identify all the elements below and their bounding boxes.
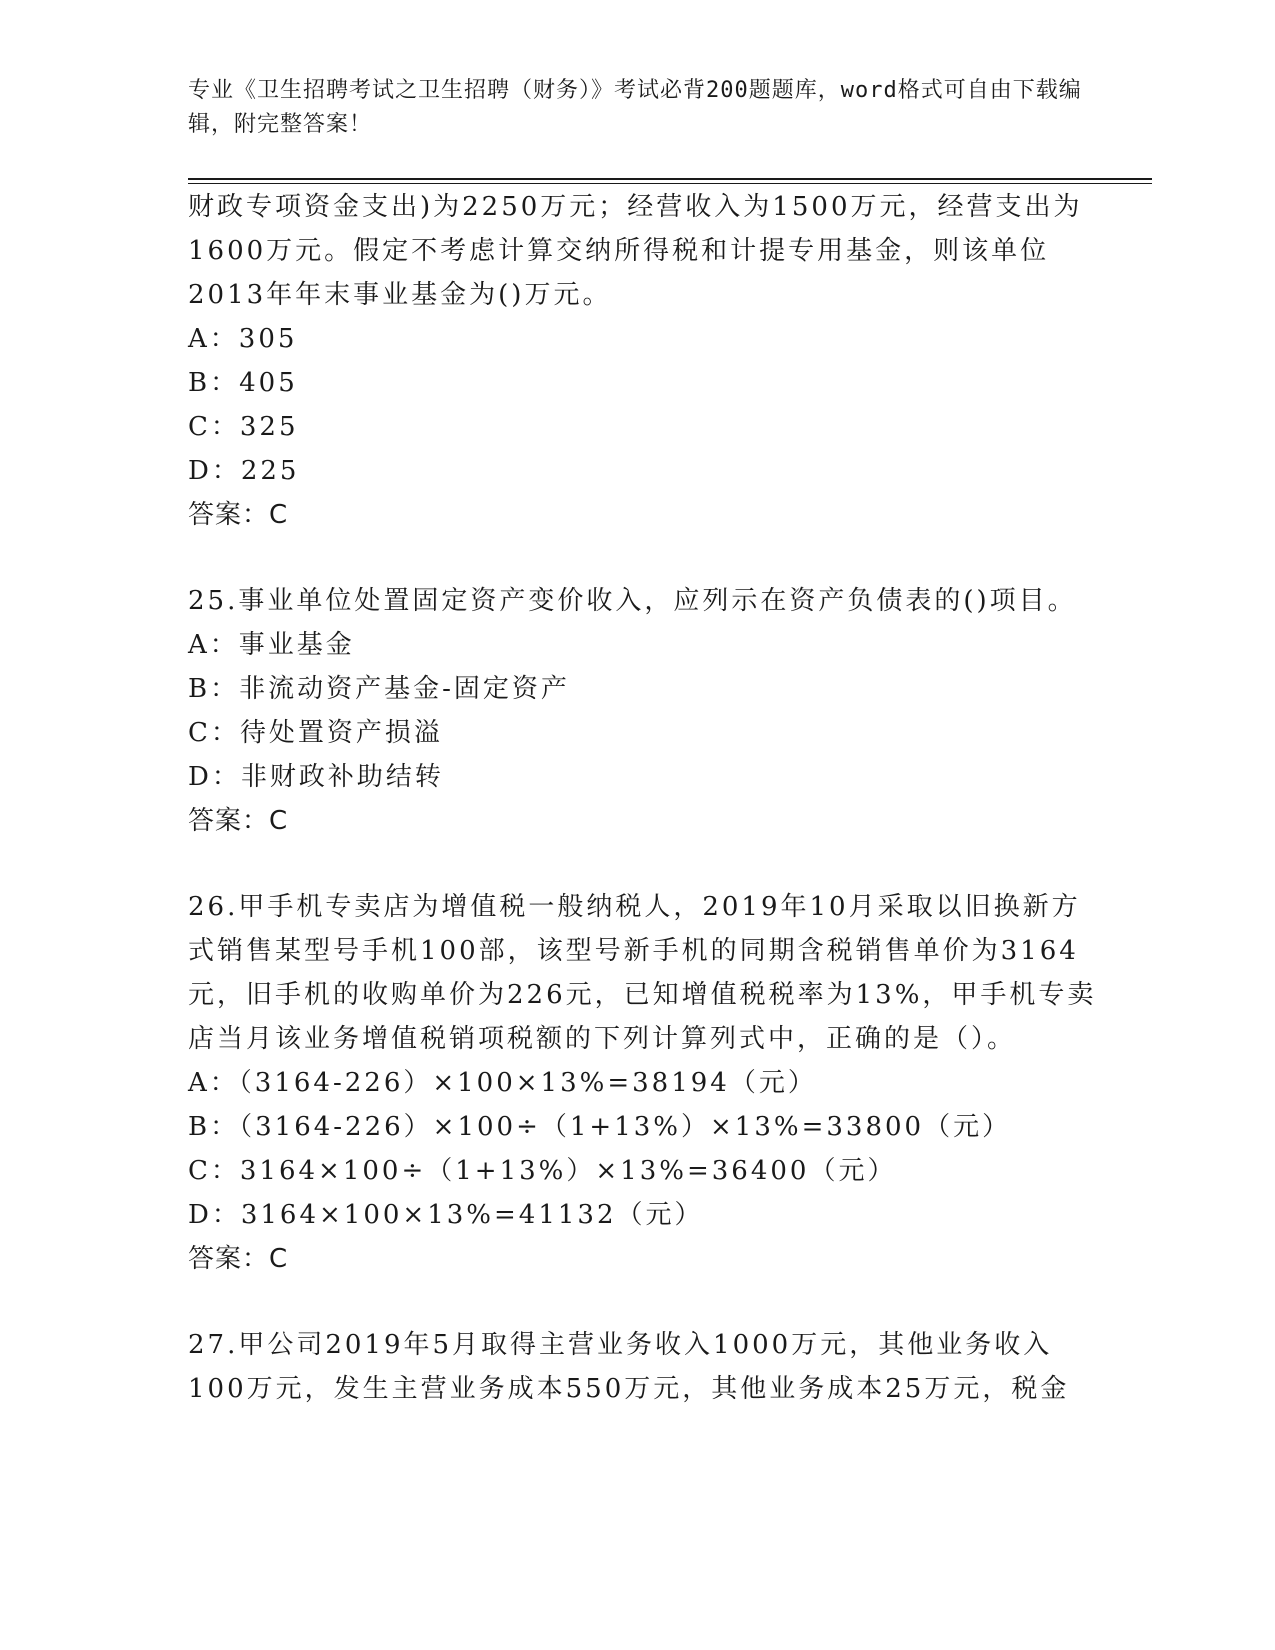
- q25-option-a: A：事业基金: [188, 630, 355, 660]
- q26-answer: 答案：C: [188, 1244, 289, 1274]
- header-divider-thin: [188, 183, 1152, 184]
- q24-option-b: B：405: [188, 368, 298, 398]
- q25-option-d: D：非财政补助结转: [188, 762, 444, 792]
- document-header: 专业《卫生招聘考试之卫生招聘（财务）》考试必背200题题库，word格式可自由下载编辑，附完整答案！: [188, 78, 1082, 137]
- q26-stem-line: 店当月该业务增值税销项税额的下列计算列式中，正确的是（）。: [188, 1024, 1017, 1054]
- q25-option-b: B：非流动资产基金-固定资产: [188, 674, 570, 704]
- q27-stem-line: 100万元，发生主营业务成本550万元，其他业务成本25万元，税金: [188, 1374, 1070, 1404]
- q24-stem-line: 财政专项资金支出)为2250万元；经营收入为1500万元，经营支出为: [188, 192, 1083, 222]
- q25-stem-line: 25.事业单位处置固定资产变价收入，应列示在资产负债表的()项目。: [188, 586, 1077, 616]
- header-divider-thick: [188, 178, 1152, 180]
- q26-stem-line: 26.甲手机专卖店为增值税一般纳税人，2019年10月采取以旧换新方: [188, 892, 1081, 922]
- q24-answer: 答案：C: [188, 500, 289, 530]
- q24-option-a: A：305: [188, 324, 298, 354]
- q26-option-a: A：（3164-226）×100×13%=38194（元）: [188, 1068, 817, 1098]
- q24-stem-line: 1600万元。假定不考虑计算交纳所得税和计提专用基金，则该单位: [188, 236, 1050, 266]
- q24-option-d: D：225: [188, 456, 300, 486]
- q26-option-b: B：（3164-226）×100÷（1+13%）×13%=33800（元）: [188, 1112, 1012, 1142]
- q24-stem-line: 2013年年末事业基金为()万元。: [188, 280, 612, 310]
- q25-answer: 答案：C: [188, 806, 289, 836]
- q26-stem-line: 元，旧手机的收购单价为226元，已知增值税税率为13%，甲手机专卖: [188, 980, 1097, 1010]
- q24-option-c: C：325: [188, 412, 299, 442]
- q26-option-d: D：3164×100×13%=41132（元）: [188, 1200, 704, 1230]
- q26-stem-line: 式销售某型号手机100部，该型号新手机的同期含税销售单价为3164: [188, 936, 1079, 966]
- q25-option-c: C：待处置资产损溢: [188, 718, 443, 748]
- q26-option-c: C：3164×100÷（1+13%）×13%=36400（元）: [188, 1156, 897, 1186]
- q27-stem-line: 27.甲公司2019年5月取得主营业务收入1000万元，其他业务收入: [188, 1330, 1053, 1360]
